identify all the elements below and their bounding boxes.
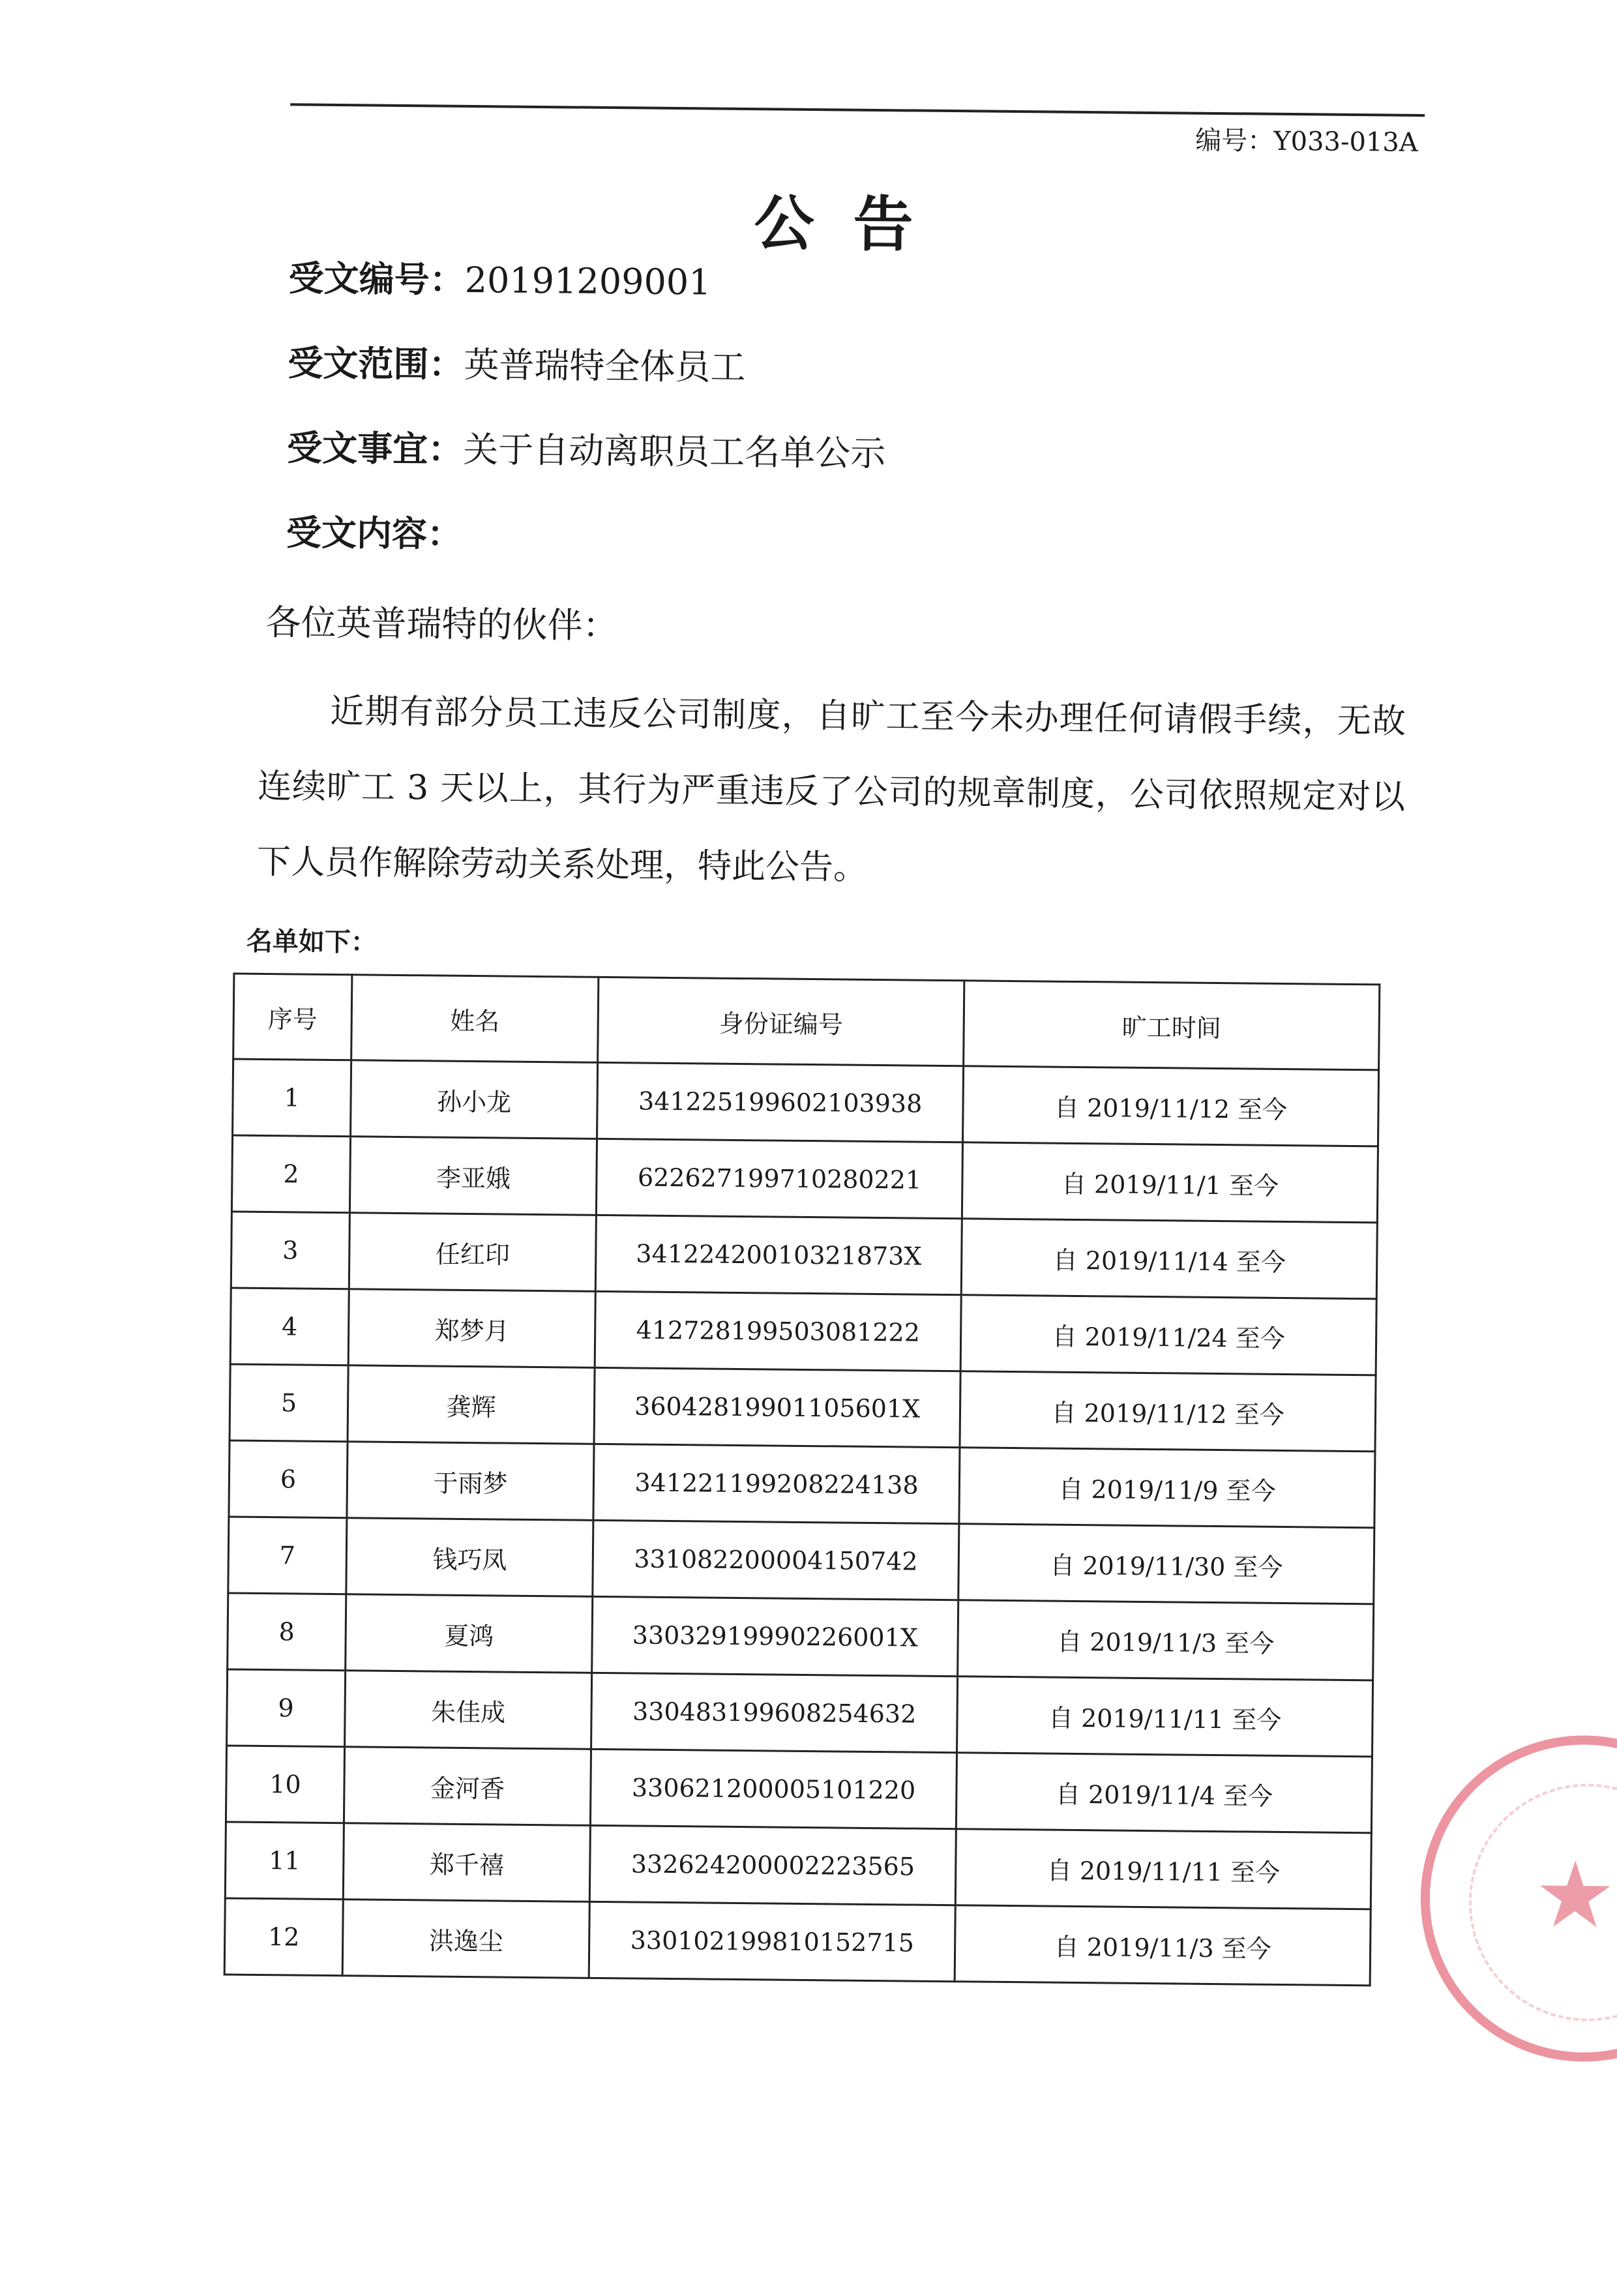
document-code: 编号：Y033-013A: [1195, 125, 1418, 158]
cell-id-number: 330102199810152715: [589, 1901, 955, 1981]
cell-index: 8: [228, 1593, 346, 1671]
col-header-name: 姓名: [351, 975, 599, 1063]
table-row: [229, 1440, 1375, 1528]
list-label: 名单如下：: [246, 926, 378, 958]
cell-index: 7: [228, 1517, 347, 1594]
cell-absence-period: 自 2019/11/9 至今: [959, 1448, 1375, 1528]
cell-absence-period: 自 2019/11/1 至今: [962, 1142, 1378, 1223]
roster-body: [224, 1059, 1378, 1986]
table-row: [227, 1669, 1373, 1757]
cell-id-number: 332624200002223565: [589, 1825, 956, 1905]
field-value: 英普瑞特全体员工: [464, 344, 746, 389]
field-label: 受文内容：: [286, 512, 463, 555]
cell-index: 10: [226, 1746, 344, 1823]
field-subject: [287, 425, 886, 477]
cell-id-number: 622627199710280221: [596, 1139, 962, 1218]
cell-name: 朱佳成: [345, 1671, 592, 1750]
cell-index: 6: [229, 1440, 348, 1518]
cell-absence-period: 自 2019/11/3 至今: [955, 1905, 1371, 1986]
table-row: [228, 1517, 1374, 1604]
cell-index: 5: [230, 1364, 348, 1442]
cell-name: 洪逸尘: [342, 1900, 589, 1978]
cell-id-number: 341225199602103938: [597, 1062, 964, 1142]
cell-index: 4: [230, 1288, 349, 1365]
field-doc-number: [288, 256, 711, 305]
field-value: 关于自动离职员工名单公示: [462, 428, 886, 475]
cell-index: 1: [233, 1059, 351, 1137]
body-paragraph: 近期有部分员工违反公司制度，自旷工至今未办理任何请假手续，无故连续旷工 3 天以上，其行为严重违反了公司的规章制度，公司依照规定对以下人员作解除劳动关系处理，特此公告。: [256, 691, 1406, 887]
cell-name: 金河香: [344, 1747, 591, 1826]
page-title: 公告: [753, 188, 953, 261]
cell-name: 于雨梦: [347, 1442, 594, 1521]
cell-index: 9: [227, 1669, 346, 1747]
cell-id-number: 36042819901105601X: [594, 1367, 960, 1447]
cell-absence-period: 自 2019/11/14 至今: [961, 1219, 1377, 1299]
table-row: [230, 1364, 1376, 1452]
field-content: [286, 510, 463, 558]
cell-name: 李亚娥: [349, 1137, 597, 1215]
greeting: 各位英普瑞特的伙伴：: [265, 601, 618, 647]
table-row: [233, 1059, 1379, 1146]
cell-name: 郑千禧: [343, 1823, 590, 1902]
cell-id-number: 341221199208224138: [593, 1444, 960, 1523]
cell-id-number: 331082200004150742: [593, 1520, 959, 1600]
col-header-id: 身份证编号: [598, 977, 964, 1066]
table-row: [225, 1822, 1371, 1909]
cell-id-number: 412728199503081222: [595, 1291, 961, 1371]
cell-name: 任红印: [349, 1213, 596, 1292]
roster-table: [224, 973, 1381, 1987]
cell-id-number: 330621200005101220: [590, 1749, 957, 1828]
cell-absence-period: 自 2019/11/30 至今: [958, 1524, 1374, 1604]
cell-absence-period: 自 2019/11/24 至今: [960, 1295, 1376, 1375]
table-row: [230, 1288, 1376, 1375]
cell-absence-period: 自 2019/11/4 至今: [957, 1753, 1372, 1833]
cell-name: 龚辉: [348, 1365, 595, 1444]
field-label: 受文范围：: [288, 342, 464, 385]
cell-absence-period: 自 2019/11/12 至今: [960, 1371, 1376, 1452]
cell-index: 12: [224, 1898, 343, 1976]
table-row: [231, 1135, 1378, 1223]
cell-absence-period: 自 2019/11/11 至今: [955, 1829, 1371, 1909]
col-header-absence: 旷工时间: [964, 981, 1380, 1070]
table-row: [224, 1898, 1371, 1986]
cell-name: 孙小龙: [351, 1060, 598, 1139]
col-header-index: 序号: [233, 974, 352, 1060]
field-value: 20191209001: [464, 259, 711, 303]
cell-id-number: 33032919990226001X: [592, 1596, 958, 1676]
cell-absence-period: 自 2019/11/11 至今: [957, 1677, 1373, 1757]
table-row: [226, 1746, 1372, 1833]
star-icon: ★: [1534, 1841, 1617, 1949]
cell-index: 11: [225, 1822, 344, 1900]
cell-name: 郑梦月: [348, 1289, 595, 1368]
cell-index: 2: [231, 1135, 350, 1213]
field-scope: [288, 340, 746, 391]
cell-absence-period: 自 2019/11/12 至今: [963, 1066, 1379, 1146]
company-seal: [1419, 1734, 1617, 2063]
cell-id-number: 34122420010321873X: [595, 1215, 962, 1294]
field-label: 受文编号：: [288, 258, 465, 301]
field-label: 受文事宜：: [286, 427, 464, 470]
header-rule: [290, 103, 1425, 117]
cell-id-number: 330483199608254632: [591, 1673, 958, 1752]
table-header-row: [233, 974, 1380, 1070]
cell-index: 3: [231, 1212, 349, 1289]
table-row: [231, 1212, 1377, 1299]
cell-absence-period: 自 2019/11/3 至今: [958, 1600, 1374, 1680]
cell-name: 夏鸿: [346, 1594, 593, 1673]
table-row: [228, 1593, 1374, 1680]
cell-name: 钱巧凤: [346, 1518, 593, 1597]
